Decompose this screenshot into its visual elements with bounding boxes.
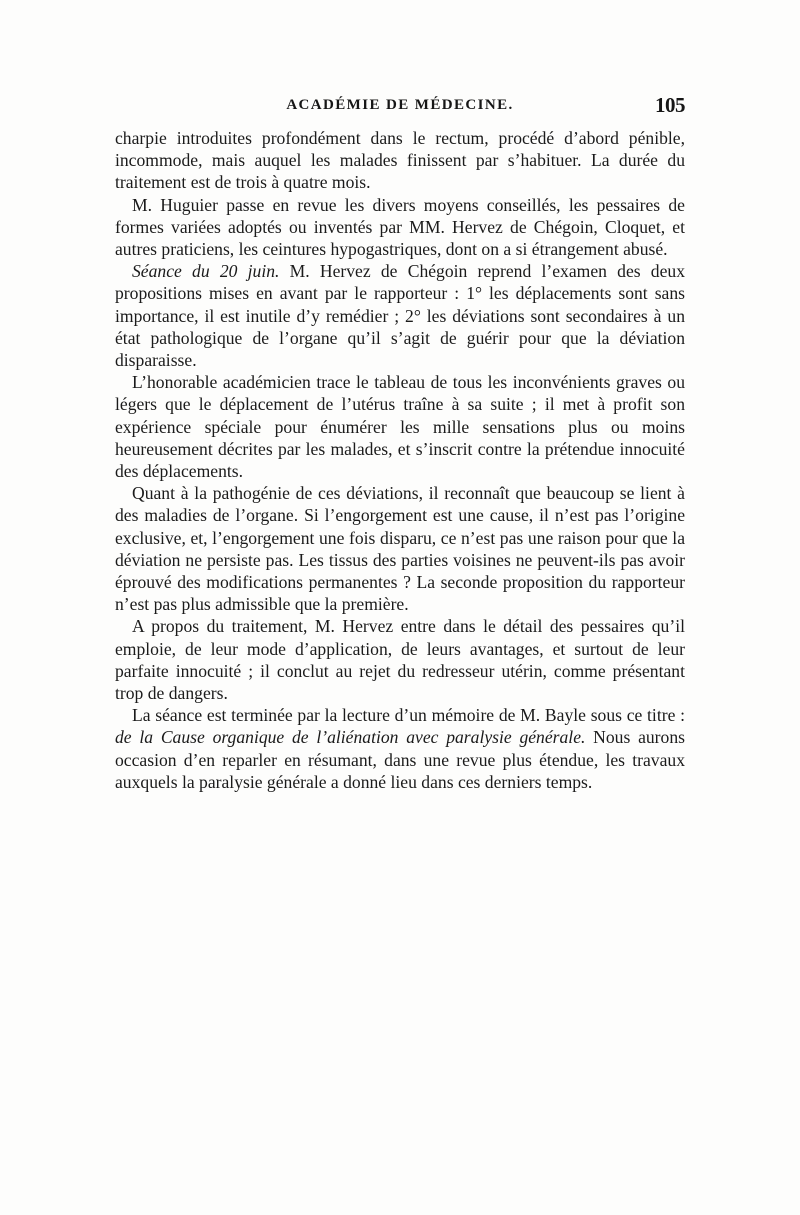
paragraph: [115, 704, 685, 793]
text-segment: La séance est terminée par la lecture d’un mémoire de M. Bayle sous ce titre :: [132, 705, 685, 726]
text-segment: A propos du traitement, M. Hervez entre dans le détail des pessaires qu’il emploie, de leur mode d’application, de leurs avantages, et surtout de leur parfaite innocuité ; il conclut au rejet du redresseur utérin, comme présentant trop de dangers.: [115, 616, 685, 704]
session-date: Séance du 20 juin.: [132, 261, 280, 282]
paragraph: [115, 482, 685, 615]
paragraph: [115, 615, 685, 704]
text-segment: charpie introduites profondément dans le rectum, procédé d’abord pénible, incommode, mais auquel les malades finissent par s’habituer. La durée du traitement est de trois à quatre mois.: [115, 128, 685, 193]
paragraph: [115, 194, 685, 261]
text-segment: Nous aurons occasion d’en reparler en résumant, dans une revue plus étendue, les travaux auxquels la paralysie générale a donné lieu dans ces derniers temps.: [115, 727, 685, 792]
body-text: [115, 127, 685, 793]
paragraph: [115, 127, 685, 194]
text-segment: M. Huguier passe en revue les divers moyens conseillés, les pessaires de formes variées adoptés ou inventés par MM. Hervez de Chégoin, Cloquet, et autres praticiens, les ceintures hypogastriques, dont on a si étrangement abusé.: [115, 194, 685, 260]
text-segment: M. Hervez de Chégoin reprend l’examen des deux propositions mises en avant par le rapporteur : 1° les déplacements sont sans importance, il est inutile d’y remédier ; 2° les déviations sont secondaires à un état pathologique de l’organe qu’il s’agit de guérir pour que la déviation disparaisse.: [115, 261, 686, 371]
paragraph: [115, 371, 685, 482]
text-segment: L’honorable académicien trace le tableau de tous les inconvénients graves ou légers que le déplacement de l’utérus traîne à sa suite ; il met à profit son expérience spéciale pour énumérer les mille sensations plus ou moins heureusement décrites par les malades, et s’inscrit contre la prétendue innocuité des déplacements.: [115, 372, 685, 482]
memoir-title: de la Cause organique de l’aliénation avec paralysie générale.: [115, 727, 586, 748]
running-title: ACADÉMIE DE MÉDECINE.: [286, 97, 514, 113]
page-header: [115, 93, 685, 123]
text-segment: Quant à la pathogénie de ces déviations, il reconnaît que beaucoup se lient à des maladies de l’organe. Si l’engorgement est une cause, il n’est pas l’origine exclusive, et, l’engorgement une fois disparu, ce n’est pas une raison pour que la déviation ne persiste pas. Les tissus des parties voisines ne peuvent-ils pas avoir éprouvé des modifications permanentes ? La seconde proposition du rapporteur n’est pas plus admissible que la première.: [115, 483, 685, 615]
paragraph: [115, 260, 685, 371]
page-number: 105: [655, 93, 685, 117]
